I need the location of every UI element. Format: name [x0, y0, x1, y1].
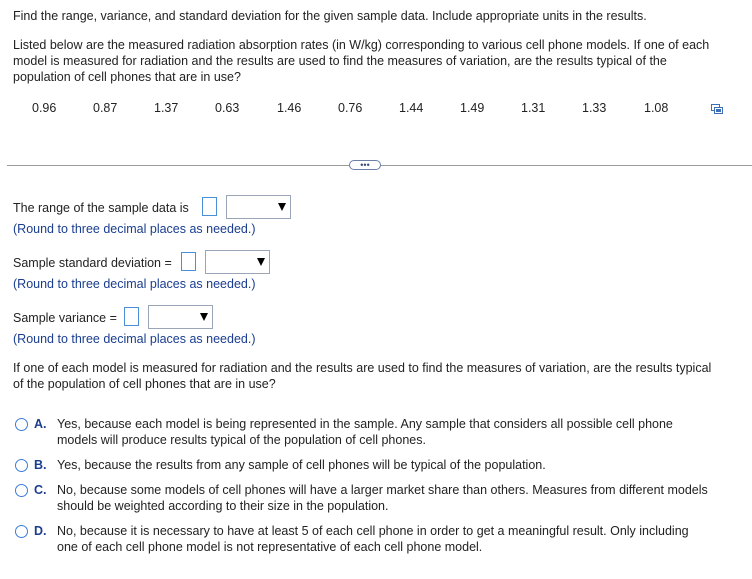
question-line-1: If one of each model is measured for radiation and the results are used to find the measures of variation, are the results typical — [13, 361, 712, 375]
option-a-radio[interactable] — [15, 418, 28, 431]
option-d-letter: D. — [34, 524, 47, 538]
option-a-text-1[interactable]: Yes, because each model is being represented in the sample. Any sample that considers all possible cell phone — [57, 417, 673, 431]
option-a-text-2[interactable]: models will produce results typical of the population of cell phones. — [57, 433, 426, 447]
data-value: 0.63 — [215, 101, 240, 115]
option-b-radio[interactable] — [15, 459, 28, 472]
option-d-radio[interactable] — [15, 525, 28, 538]
description-line-2: model is measured for radiation and the results are used to find the measures of variation, are the results typical of the — [13, 54, 667, 68]
std-label: Sample standard deviation = — [13, 256, 172, 270]
data-value: 1.08 — [644, 101, 669, 115]
range-units-dropdown[interactable] — [226, 195, 291, 219]
variance-label: Sample variance = — [13, 311, 117, 325]
std-round-hint: (Round to three decimal places as needed.) — [13, 277, 256, 291]
data-value: 0.76 — [338, 101, 363, 115]
data-value: 1.44 — [399, 101, 424, 115]
expand-more-button[interactable]: ••• — [349, 160, 381, 170]
copy-data-icon[interactable] — [711, 104, 723, 115]
data-value: 1.49 — [460, 101, 485, 115]
data-value: 1.31 — [521, 101, 546, 115]
option-d-text-1[interactable]: No, because it is necessary to have at least 5 of each cell phone in order to get a meaningful result. Only including — [57, 524, 689, 538]
data-value: 1.37 — [154, 101, 179, 115]
option-a-letter: A. — [34, 417, 47, 431]
option-b-text-1[interactable]: Yes, because the results from any sample of cell phones will be typical of the population. — [57, 458, 546, 472]
data-value: 0.96 — [32, 101, 57, 115]
option-c-radio[interactable] — [15, 484, 28, 497]
option-b-letter: B. — [34, 458, 47, 472]
chevron-down-icon — [278, 203, 286, 211]
option-d-text-2[interactable]: one of each cell phone model is not representative of each cell phone model. — [57, 540, 483, 554]
variance-units-dropdown[interactable] — [148, 305, 213, 329]
description-line-3: population of cell phones that are in use? — [13, 70, 241, 84]
std-units-dropdown[interactable] — [205, 250, 270, 274]
std-answer-input[interactable] — [181, 252, 196, 271]
chevron-down-icon — [257, 258, 265, 266]
data-value: 1.33 — [582, 101, 607, 115]
intro-text: Find the range, variance, and standard deviation for the given sample data. Include appropriate units in the results. — [13, 9, 647, 23]
question-line-2: of the population of cell phones that are in use? — [13, 377, 276, 391]
variance-answer-input[interactable] — [124, 307, 139, 326]
data-value: 1.46 — [277, 101, 302, 115]
option-c-text-1[interactable]: No, because some models of cell phones will have a larger market share than others. Measures from different models — [57, 483, 708, 497]
option-c-letter: C. — [34, 483, 47, 497]
range-round-hint: (Round to three decimal places as needed.) — [13, 222, 256, 236]
data-value: 0.87 — [93, 101, 118, 115]
variance-round-hint: (Round to three decimal places as needed.) — [13, 332, 256, 346]
chevron-down-icon — [200, 313, 208, 321]
description-line-1: Listed below are the measured radiation absorption rates (in W/kg) corresponding to various cell phone models. If one of each — [13, 38, 710, 52]
option-c-text-2[interactable]: should be weighted according to their size in the population. — [57, 499, 389, 513]
range-label: The range of the sample data is — [13, 201, 189, 215]
range-answer-input[interactable] — [202, 197, 217, 216]
